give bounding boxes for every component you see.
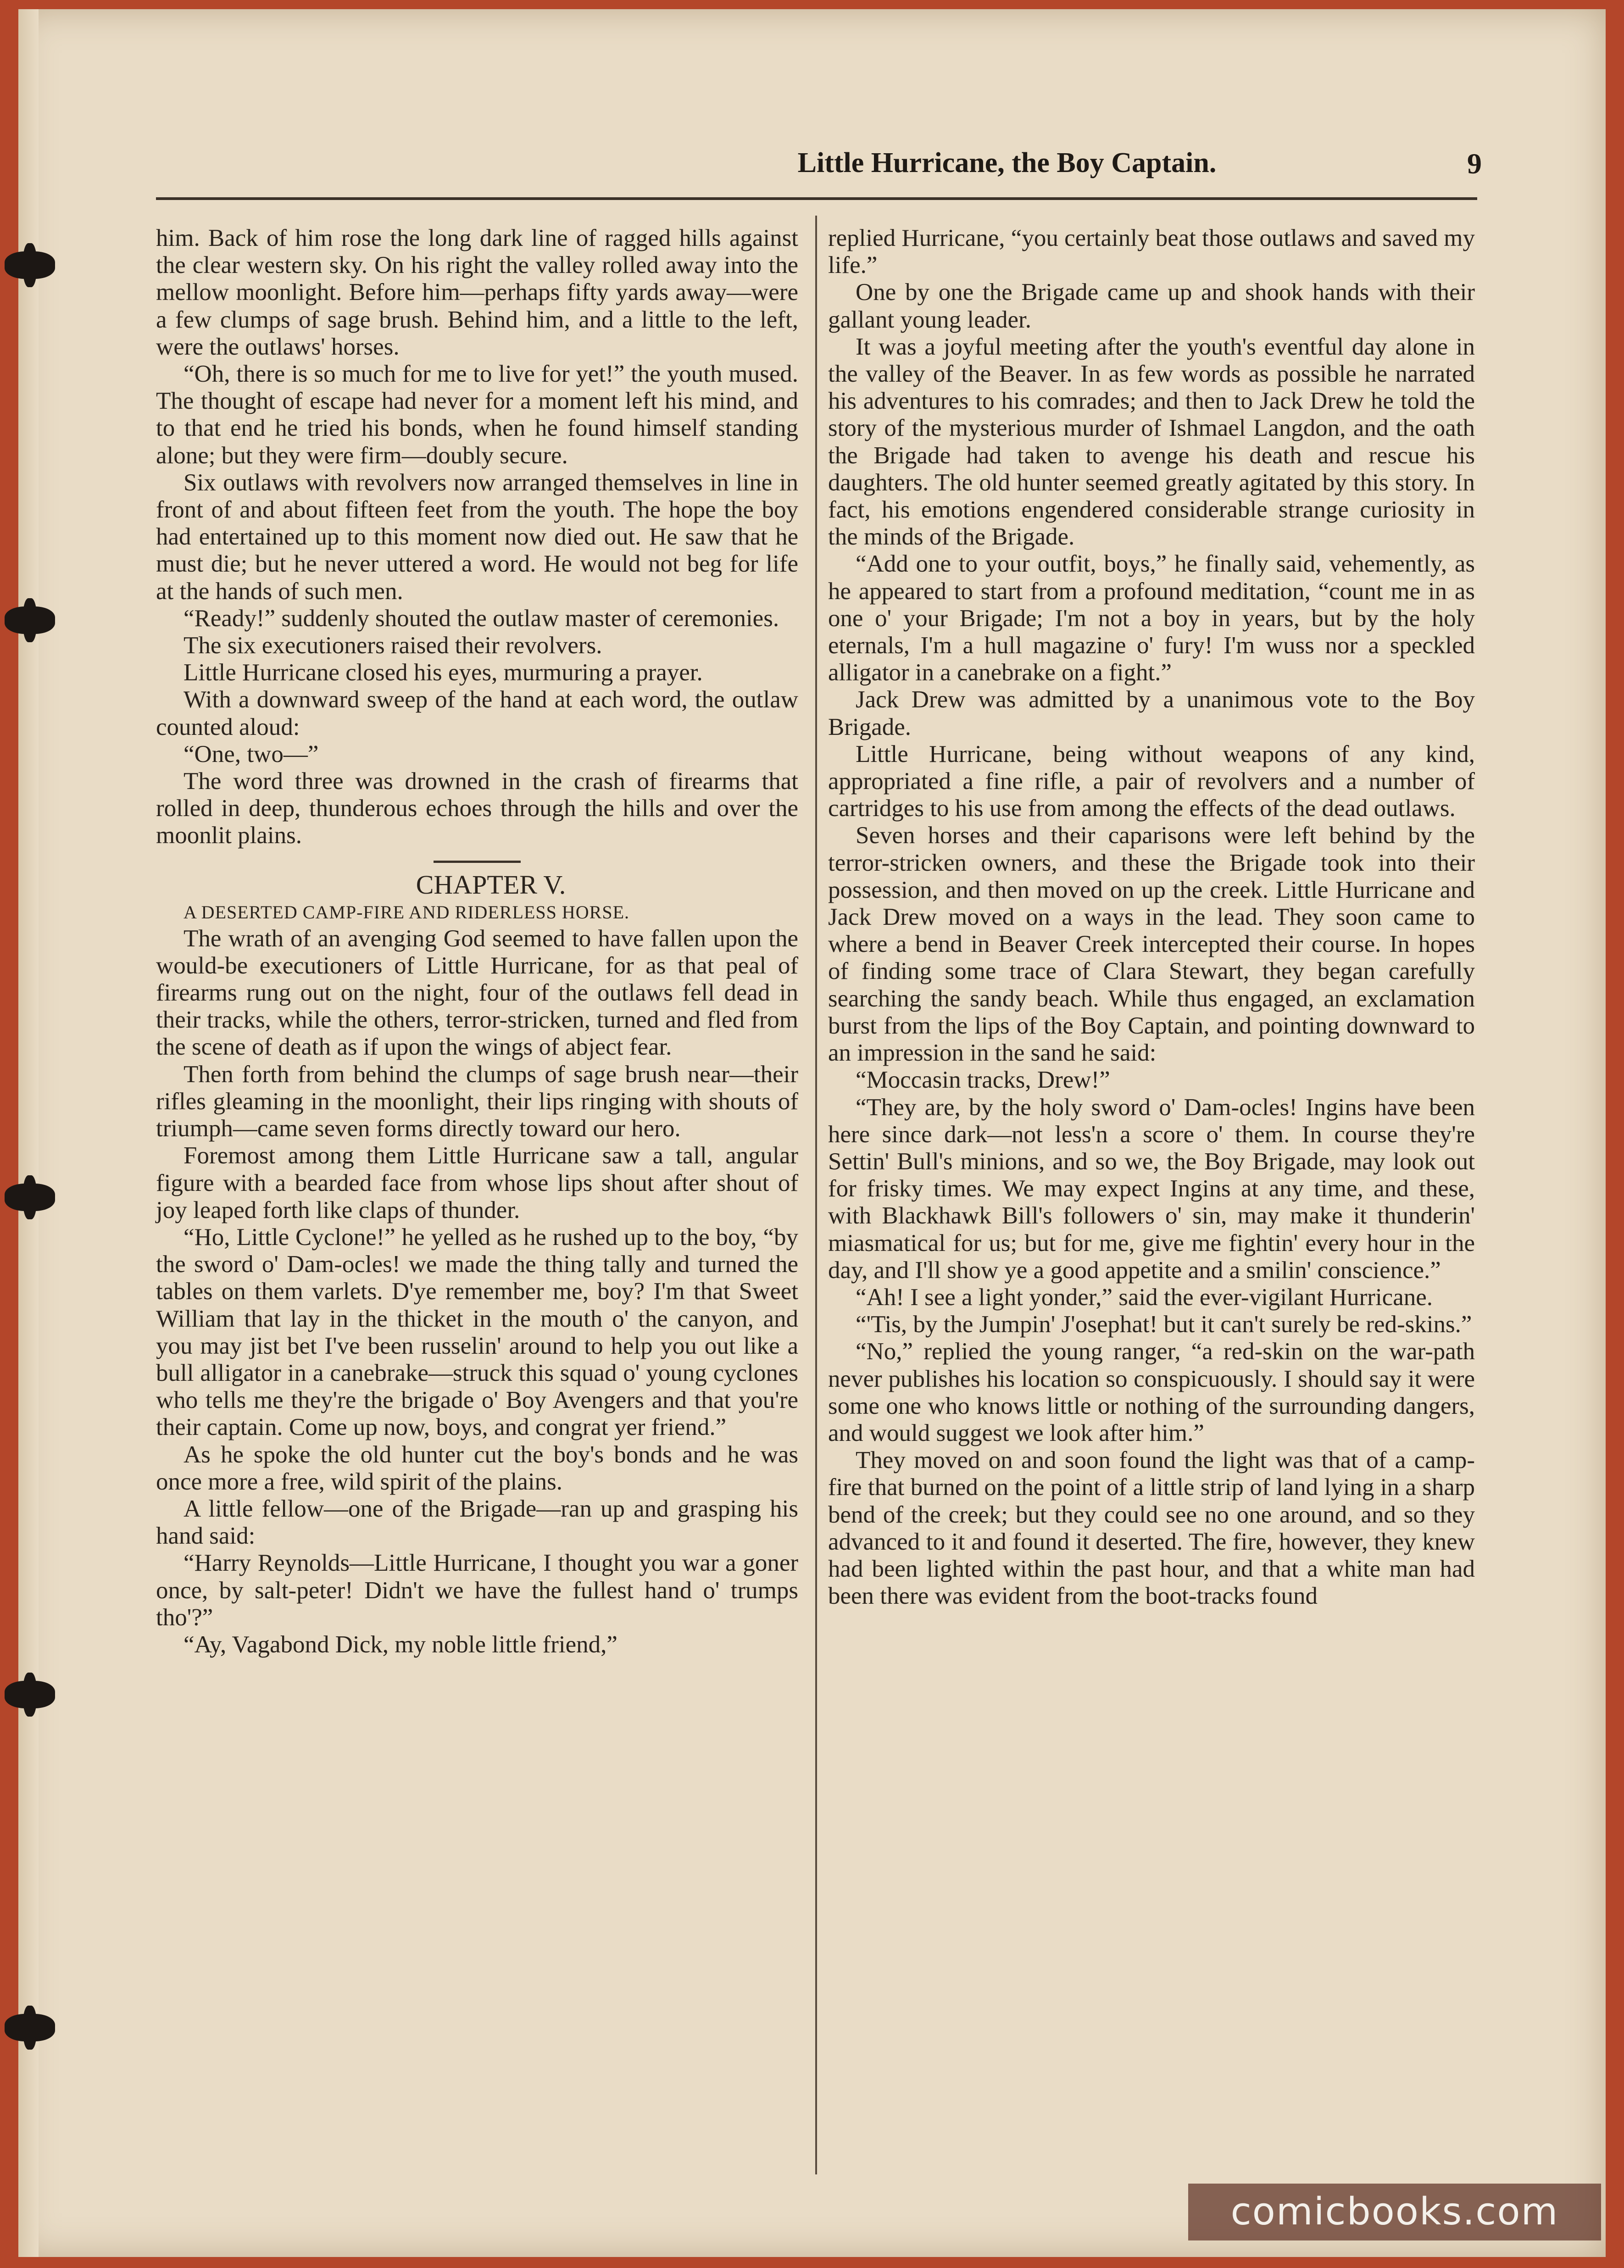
paragraph: A little fellow—one of the Brigade—ran up and grasping his hand said: <box>156 1495 798 1550</box>
paragraph: “No,” replied the young ranger, “a red-skin on the war-path never publishes his location so conspicuously. I should say it were some one who knows little or nothing of the surrounding dangers, and would suggest we look after him.” <box>828 1338 1475 1446</box>
binding-stitch <box>5 606 55 634</box>
right-column-text <box>828 225 1475 1610</box>
paragraph: “Ho, Little Cyclone!” he yelled as he rushed up to the boy, “by the sword o' Dam-ocles! we made the thing tally and turned the tables on them varlets. D'ye remember me, boy? I'm that Sweet William that lay in the thicket in the mouth o' the canyon, and you may jist bet I've been russelin' around to help you out like a bull alligator in a canebrake—struck this squad o' young cyclones who tells me they're the brigade o' Boy Avengers and that you're their captain. Come up now, boys, and congrat yer friend.” <box>156 1223 798 1441</box>
watermark: comicbooks.com <box>1188 2184 1601 2240</box>
paragraph: him. Back of him rose the long dark line of ragged hills against the clear western sky. On his right the valley rolled away into the mellow moonlight. Before him—perhaps fifty yards away—were a few clumps of sage brush. Behind him, and a little to the left, were the outlaws' horses. <box>156 225 798 360</box>
binding-stitch <box>5 2014 55 2041</box>
paragraph: “Ready!” suddenly shouted the outlaw master of ceremonies. <box>184 605 779 632</box>
paragraph: One by one the Brigade came up and shook hands with their gallant young leader. <box>828 279 1475 333</box>
page-number: 9 <box>1467 147 1482 180</box>
paragraph: With a downward sweep of the hand at each word, the outlaw counted aloud: <box>156 686 798 740</box>
paragraph: “They are, by the holy sword o' Dam-ocles! Ingins have been here since dark—not less'n a score o' them. In course they're Settin' Bull's minions, and so we, the Boy Brigade, may look out for frisky times. We may expect Ingins at any time, and these, with Blackhawk Bill's followers o' sin, may make it thunderin' miasmatical for us; but for me, give me fightin' every hour in the day, and I'll show ye a good appetite and a smilin' conscience.” <box>828 1094 1475 1284</box>
paragraph: Jack Drew was admitted by a unanimous vote to the Boy Brigade. <box>828 686 1475 740</box>
paragraph: “Add one to your outfit, boys,” he finally said, vehemently, as he appeared to start from a profound meditation, “count me in as one o' your Brigade; I'm not a boy in years, but by the holy eternals, I'm a hull magazine o' fury! I'm wuss nor a speckled alligator in a canebrake on a fight.” <box>828 550 1475 686</box>
running-title: Little Hurricane, the Boy Captain. <box>797 147 1217 178</box>
binding-stitch <box>5 1681 55 1708</box>
paragraph: The wrath of an avenging God seemed to have fallen upon the would-be executioners of Little Hurricane, for as that peal of firearms rung out on the night, four of the outlaws fell dead in their tracks, while the others, terror-stricken, turned and fled from the scene of death as if upon the wings of abject fear. <box>156 925 798 1061</box>
page-spine <box>18 9 39 2257</box>
paragraph: Little Hurricane, being without weapons of any kind, appropriated a fine rifle, a pair of revolvers and a number of cartridges to his use from among the effects of the dead outlaws. <box>828 740 1475 822</box>
header-rule <box>156 197 1477 200</box>
paragraph: “'Tis, by the Jumpin' J'osephat! but it can't surely be red-skins.” <box>856 1311 1472 1338</box>
paragraph: “Ay, Vagabond Dick, my noble little friend,” <box>184 1631 617 1658</box>
chapter-subtitle: A DESERTED CAMP-FIRE AND RIDERLESS HORSE. <box>184 901 630 923</box>
paragraph: “Harry Reynolds—Little Hurricane, I thought you war a goner once, by salt-peter! Didn't we have the fullest hand o' trumps tho'?” <box>156 1550 798 1631</box>
paragraph: Little Hurricane closed his eyes, murmuring a prayer. <box>184 659 703 686</box>
chapter-rule <box>434 861 521 863</box>
left-column-text-after <box>156 925 798 1658</box>
chapter-title: CHAPTER V. <box>416 869 566 900</box>
paragraph: Foremost among them Little Hurricane saw a tall, angular figure with a bearded face from whose lips shout after shout of joy leaped forth like claps of thunder. <box>156 1142 798 1223</box>
column-divider <box>815 216 817 2174</box>
paragraph: “Oh, there is so much for me to live for yet!” the youth mused. The thought of escape had never for a moment left his mind, and to that end he tried his bonds, when he found himself standing alone; but they were firm—doubly secure. <box>156 361 798 469</box>
paragraph: “One, two—” <box>184 740 319 767</box>
binding-stitch <box>5 251 55 279</box>
paragraph: They moved on and soon found the light was that of a camp-fire that burned on the point of a little strip of land lying in a sharp bend of the creek; but they could see no one around, and so they advanced to it and found it deserted. The fire, however, they knew had been lighted within the past hour, and that a white man had been there was evident from the boot-tracks found <box>828 1447 1475 1610</box>
binding-stitch <box>5 1184 55 1211</box>
left-column <box>156 225 798 1658</box>
paragraph: “Ah! I see a light yonder,” said the ever-vigilant Hurricane. <box>856 1284 1433 1311</box>
right-column <box>828 225 1475 1610</box>
paragraph: Seven horses and their caparisons were left behind by the terror-stricken owners, and these the Brigade took into their possession, and then moved on up the creek. Little Hurricane and Jack Drew moved on a ways in the lead. They soon came to where a bend in Beaver Creek intercepted their course. In hopes of finding some trace of Clara Stewart, they began carefully searching the sandy beach. While thus engaged, an exclamation burst from the lips of the Boy Captain, and pointing downward to an impression in the sand he said: <box>828 822 1475 1067</box>
paragraph: Six outlaws with revolvers now arranged themselves in line in front of and about fifteen feet from the youth. The hope the boy had entertained up to this moment now died out. He saw that he must die; but he never uttered a word. He would not beg for life at the hands of such men. <box>156 469 798 605</box>
paragraph: Then forth from behind the clumps of sage brush near—their rifles gleaming in the moonlight, their lips ringing with shouts of triumph—came seven forms directly toward our hero. <box>156 1061 798 1142</box>
paragraph: As he spoke the old hunter cut the boy's bonds and he was once more a free, wild spirit of the plains. <box>156 1441 798 1495</box>
paragraph: The six executioners raised their revolvers. <box>184 632 602 659</box>
paragraph: replied Hurricane, “you certainly beat those outlaws and saved my life.” <box>828 225 1475 279</box>
paragraph: The word three was drowned in the crash of firearms that rolled in deep, thunderous echoes through the hills and over the moonlit plains. <box>156 768 798 849</box>
paragraph: It was a joyful meeting after the youth's eventful day alone in the valley of the Beaver. In as few words as possible he narrated his adventures to his comrades; and then to Jack Drew he told the story of the mysterious murder of Ishmael Langdon, and the oath the Brigade had taken to avenge his death and rescue his daughters. The old hunter seemed greatly agitated by this story. In fact, his emotions engendered considerable strange curiosity in the minds of the Brigade. <box>828 333 1475 550</box>
left-column-text <box>156 225 798 850</box>
paragraph: “Moccasin tracks, Drew!” <box>856 1067 1110 1094</box>
